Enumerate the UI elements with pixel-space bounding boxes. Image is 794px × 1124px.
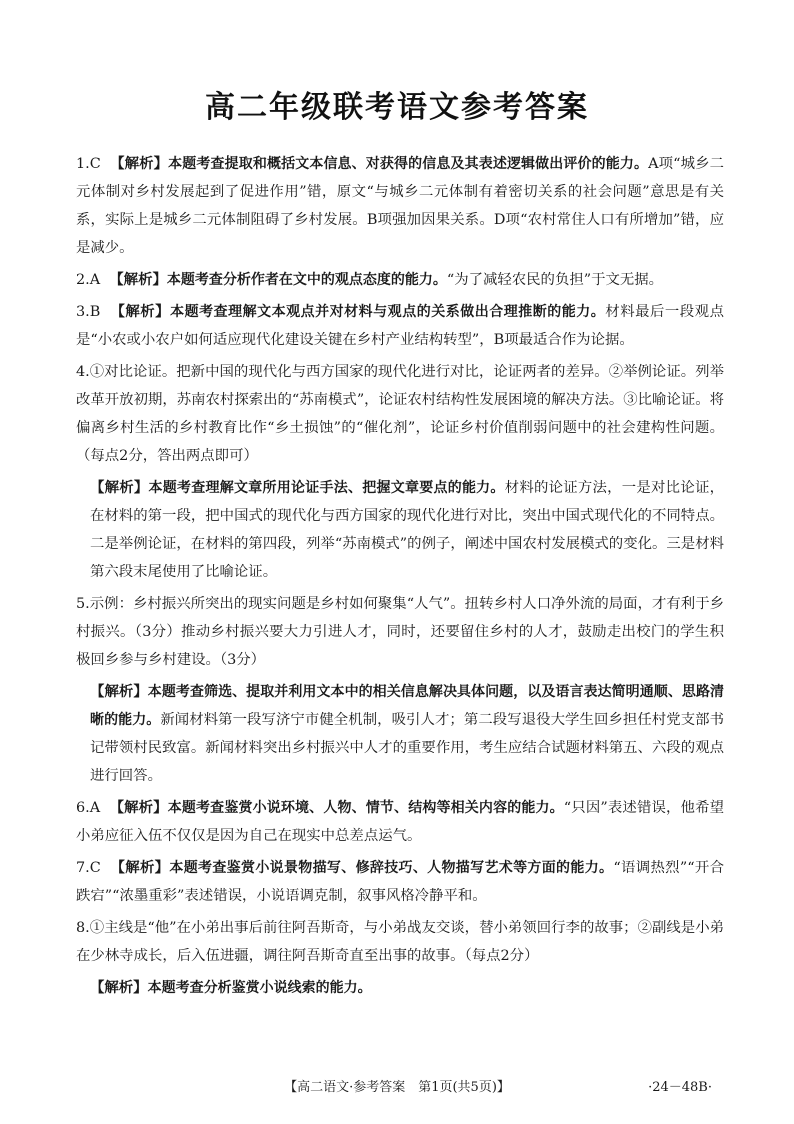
analysis-head: 本题考查鉴赏小说环境、人物、情节、结构等相关内容的能力。: [167, 800, 564, 816]
answer-item-7: [76, 854, 724, 910]
footer-page-info: 【高二语文·参考答案 第1页(共5页)】: [284, 1080, 510, 1095]
analysis-head: 本题考查分析鉴赏小说线索的能力。: [147, 980, 372, 996]
answer-item-5: [76, 590, 724, 674]
analysis-text: “语调热烈”“开合跌宕”“浓墨重彩”表述错误，小说语调克制，叙事风格冷静平和。: [76, 860, 725, 904]
answer-item-8: [76, 914, 724, 970]
item-number: 6.A: [76, 800, 101, 816]
analysis-tag: 【解析】: [110, 156, 169, 172]
page-title: 高二年级联考语文参考答案: [205, 90, 589, 125]
analysis-text: 材料最后一段观点是“小农或小农户如何适应现代化建设关键在乡村产业结构转型”，B项最适合作为论据。: [76, 304, 724, 348]
analysis-text: A项“城乡二元体制对乡村发展起到了促进作用”错，原文“与城乡二元体制有着密切关系的社会问题”意思是有关系，实际上是城乡二元体制阻碍了乡村发展。B项强加因果关系。D项“农村常住人口有所增加”错，应是减少。: [76, 156, 725, 256]
answer-item-1: [76, 150, 724, 262]
analysis-tag: 【解析】: [109, 272, 167, 288]
analysis-tag: 【解析】: [109, 800, 168, 816]
footer-exam-code: ·24－48B·: [648, 1080, 712, 1095]
answer-list: [76, 150, 724, 1006]
answer-item-6: [76, 794, 724, 850]
item-number: 1.C: [76, 156, 101, 172]
analysis-tag: 【解析】: [110, 304, 171, 320]
answer-text: ①主线是“他”在小弟出事后前往阿吾斯奇，与小弟战友交谈，替小弟领回行李的故事；②副线是小弟在少林寺成长，后入伍进疆，调往阿吾斯奇直至出事的故事。（每点2分）: [76, 920, 724, 964]
analysis-block-8: [76, 974, 724, 1002]
analysis-tag: 【解析】: [110, 860, 170, 876]
analysis-block-5: [76, 678, 724, 790]
analysis-tag: 【解析】: [90, 980, 148, 996]
analysis-tag: 【解析】: [90, 480, 149, 496]
analysis-head: 本题考查提取和概括文本信息、对获得的信息及其表述逻辑做出评价的能力。: [168, 156, 649, 172]
analysis-head: 本题考查筛选、提取并利用文本中的相关信息解决具体问题，以及语言表达简明通顺、思路清晰的能力。: [90, 684, 724, 728]
item-number: 5.: [76, 596, 90, 612]
analysis-text: “为了减轻农民的负担”于文无据。: [446, 272, 664, 288]
answer-item-4: [76, 358, 724, 470]
item-number: 2.A: [76, 272, 101, 288]
analysis-block-4: [76, 474, 724, 586]
analysis-head: 本题考查理解文章所用论证手法、把握文章要点的能力。: [148, 480, 505, 496]
analysis-text: 材料的论证方法，一是对比论证，在材料的第一段，把中国式的现代化与西方国家的现代化进行对比，突出中国式现代化的不同特点。二是举例论证，在材料的第四段，列举“苏南模式”的例子，阐述中国农村发展模式的变化。三是材料第六段末尾使用了比喻论证。: [90, 480, 724, 580]
analysis-text: 新闻材料第一段写济宁市健全机制，吸引人才；第二段写退役大学生回乡担任村党支部书记带领村民致富。新闻材料突出乡村振兴中人才的重要作用，考生应结合试题材料第五、六段的观点进行回答。: [90, 712, 724, 784]
analysis-head: 本题考查分析作者在文中的观点态度的能力。: [166, 272, 447, 288]
item-number: 3.B: [76, 304, 101, 320]
answer-item-3: [76, 298, 724, 354]
item-number: 4.: [76, 364, 90, 380]
analysis-head: 本题考查鉴赏小说景物描写、修辞技巧、人物描写艺术等方面的能力。: [169, 860, 614, 876]
answer-item-2: [76, 266, 724, 294]
item-number: 7.C: [76, 860, 101, 876]
answer-text: 示例：乡村振兴所突出的现实问题是乡村如何聚集“人气”。扭转乡村人口净外流的局面，才有利于乡村振兴。（3分）推动乡村振兴要大力引进人才，同时，还要留住乡村的人才，鼓励走出校门的学生积极回乡参与乡村建设。（3分）: [76, 596, 724, 668]
item-number: 8.: [76, 920, 90, 936]
analysis-head: 本题考查理解文本观点并对材料与观点的关系做出合理推断的能力。: [170, 304, 606, 320]
answer-text: ①对比论证。把新中国的现代化与西方国家的现代化进行对比，论证两者的差异。②举例论证。列举改革开放初期，苏南农村探索出的“苏南模式”，论证农村结构性发展困境的解决方法。③比喻论证。将偏离乡村生活的乡村教育比作“乡土损蚀”的“催化剂”，论证乡村价值削弱问题中的社会建构性问题。（每点2分，答出两点即可）: [76, 364, 724, 464]
analysis-tag: 【解析】: [90, 684, 148, 700]
analysis-text: “只因”表述错误，他希望小弟应征入伍不仅仅是因为自己在现实中总差点运气。: [76, 800, 725, 844]
